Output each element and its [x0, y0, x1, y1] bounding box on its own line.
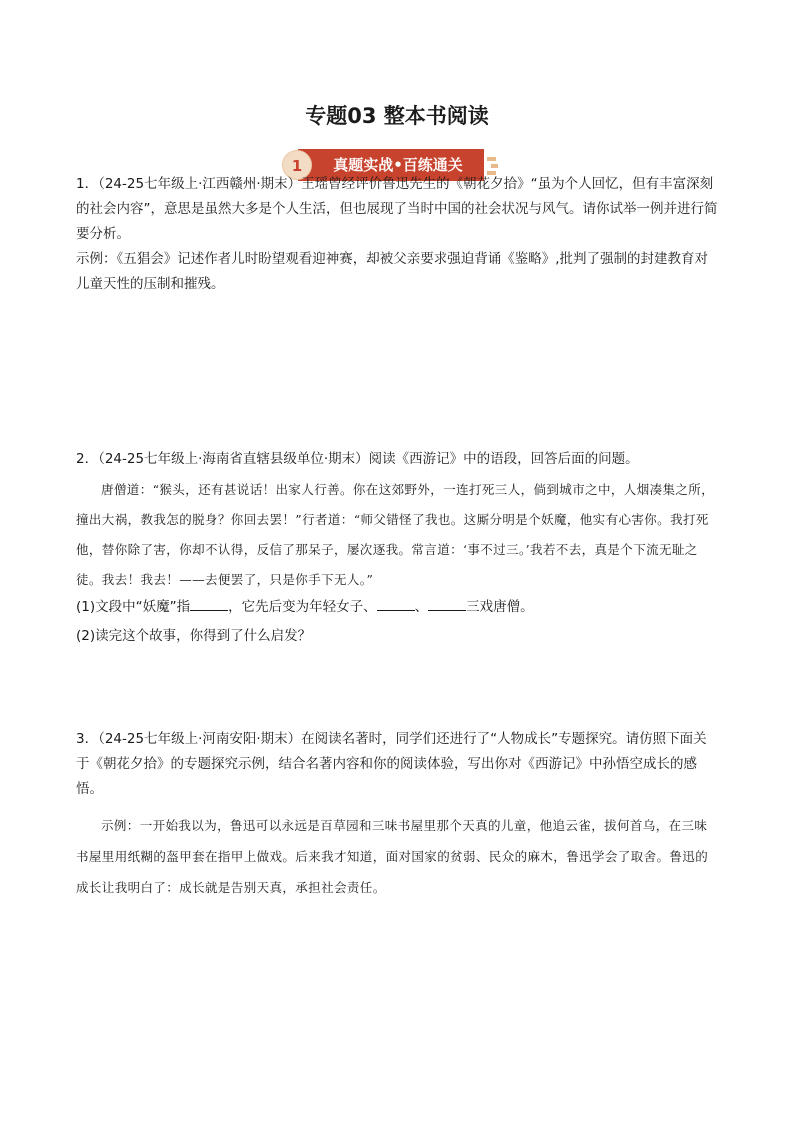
question-3-example: 示例：一开始我以为，鲁迅可以永远是百草园和三味书屋里那个天真的儿童，他追云雀，拔何首乌，在三味书屋里用纸糊的盔甲套在指甲上做戏。后来我才知道，面对国家的贫弱、民众的麻木，鲁迅学会了取舍。鲁迅的成长让我明白了：成长就是告别天真，承担社会责任。 [76, 818, 709, 895]
decoration-stripe-icon [487, 157, 496, 161]
answer-blank [190, 596, 228, 611]
sub-1-text-d: 三戏唐僧。 [466, 599, 534, 615]
question-1 [76, 172, 718, 297]
section-banner-label: 真题实战•百练通关 [298, 149, 484, 181]
question-2-excerpt: 唐僧道：“猴头，还有甚说话！出家人行善。你在这郊野外，一连打死三人，倘到城市之中，人烟凑集之所，撞出大祸，教我怎的脱身？你回去罢！”行者道：“师父错怪了我也。这厮分明是个妖魔，他实有心害你。我打死他，替你除了害，你却不认得，反信了那呆子，屡次逐我。常言道：‘事不过三。’我若不去，真是个下流无耻之徒。我去！我去！——去便罢了，只是你手下无人。” [76, 482, 715, 587]
answer-blank [428, 596, 466, 611]
sub-1-text-b: ，它先后变为年轻女子、 [228, 599, 377, 615]
question-2-sub-1 [76, 595, 718, 620]
question-3 [76, 727, 718, 903]
sub-1-text-c: 、 [414, 599, 429, 615]
answer-blank [377, 596, 415, 611]
question-3-text: 3．（24-25七年级上·河南安阳·期末）在阅读名著时，同学们还进行了“人物成长”专题探究。请仿照下面关于《朝花夕拾》的专题探究示例，结合名著内容和你的阅读体验，写出你对《西游记》中孙悟空成长的感悟。 [76, 731, 707, 797]
section-number-badge: 1 [282, 150, 312, 180]
sub-1-text-a: (1)文段中“妖魔”指 [76, 599, 191, 615]
question-1-answer: 示例：《五猖会》记述作者儿时盼望观看迎神赛，却被父亲要求强迫背诵《鉴略》,批判了强制的封建教育对儿童天性的压制和摧残。 [76, 251, 709, 292]
decoration-stripe-icon [491, 164, 498, 168]
question-2-text: 2．（24-25七年级上·海南省直辖县级单位·期末）阅读《西游记》中的语段，回答后面的问题。 [76, 451, 639, 467]
question-2-sub-2: (2)读完这个故事，你得到了什么启发？ [76, 628, 312, 644]
page-title: 专题03 整本书阅读 [305, 104, 489, 128]
question-1-text: 1．（24-25七年级上·江西赣州·期末）王瑶曾经评价鲁迅先生的《朝花夕拾》“虽为个人回忆，但有丰富深刻的社会内容”，意思是虽然大多是个人生活，但也展现了当时中国的社会状况与风气。请你试举一例并进行简要分析。 [76, 176, 718, 242]
question-2 [76, 447, 718, 649]
